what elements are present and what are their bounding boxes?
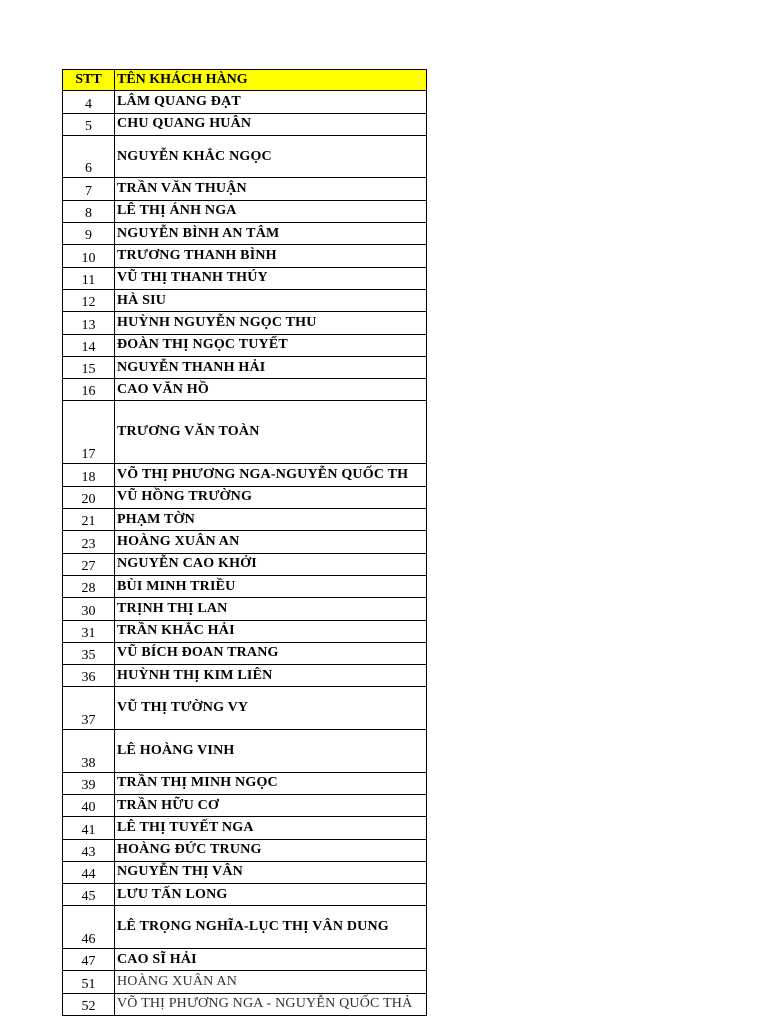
table-row: [63, 730, 427, 773]
stt-cell[interactable]: 40: [63, 794, 115, 816]
customer-name-cell[interactable]: LÂM QUANG ĐẠT: [115, 91, 427, 113]
table-row: [63, 665, 427, 687]
stt-cell[interactable]: 17: [63, 401, 115, 464]
customer-name-cell[interactable]: VŨ THỊ TƯỜNG VY: [115, 687, 427, 730]
customer-name-cell[interactable]: TRẦN VĂN THUẬN: [115, 178, 427, 200]
table-row: [63, 509, 427, 531]
table-row: [63, 772, 427, 794]
table-row: [63, 906, 427, 949]
stt-cell[interactable]: 52: [63, 993, 115, 1015]
table-row: [63, 575, 427, 597]
stt-cell[interactable]: 38: [63, 730, 115, 773]
stt-cell[interactable]: 15: [63, 356, 115, 378]
table-row: [63, 839, 427, 861]
stt-cell[interactable]: 9: [63, 223, 115, 245]
stt-cell[interactable]: 23: [63, 531, 115, 553]
stt-cell[interactable]: 8: [63, 200, 115, 222]
stt-cell[interactable]: 11: [63, 267, 115, 289]
stt-cell[interactable]: 37: [63, 687, 115, 730]
customer-name-cell[interactable]: LÊ THỊ TUYẾT NGA: [115, 817, 427, 839]
stt-cell[interactable]: 5: [63, 113, 115, 135]
table-row: [63, 794, 427, 816]
customer-name-cell[interactable]: ĐOÀN THỊ NGỌC TUYẾT: [115, 334, 427, 356]
customer-name-cell[interactable]: LƯU TẤN LONG: [115, 884, 427, 906]
table-row: [63, 861, 427, 883]
table-row: [63, 200, 427, 222]
stt-cell[interactable]: 10: [63, 245, 115, 267]
table-row: [63, 334, 427, 356]
table-row: [63, 642, 427, 664]
stt-cell[interactable]: 16: [63, 379, 115, 401]
customer-name-cell[interactable]: VŨ THỊ THANH THÚY: [115, 267, 427, 289]
stt-cell[interactable]: 21: [63, 509, 115, 531]
stt-cell[interactable]: 51: [63, 971, 115, 993]
table-row: [63, 356, 427, 378]
customer-name-cell[interactable]: TRẦN THỊ MINH NGỌC: [115, 772, 427, 794]
customer-name-cell[interactable]: NGUYỄN KHẮC NGỌC: [115, 135, 427, 178]
stt-cell[interactable]: 6: [63, 135, 115, 178]
stt-cell[interactable]: 46: [63, 906, 115, 949]
stt-cell[interactable]: 45: [63, 884, 115, 906]
stt-cell[interactable]: 36: [63, 665, 115, 687]
customer-name-cell[interactable]: HUỲNH THỊ KIM LIÊN: [115, 665, 427, 687]
customer-name-cell[interactable]: LÊ THỊ ÁNH NGA: [115, 200, 427, 222]
table-row: [63, 178, 427, 200]
customer-name-cell[interactable]: NGUYỄN THỊ VÂN: [115, 861, 427, 883]
customer-name-cell[interactable]: VÕ THỊ PHƯƠNG NGA-NGUYỄN QUỐC TH: [115, 464, 427, 486]
column-header-customer-name[interactable]: TÊN KHÁCH HÀNG: [115, 70, 427, 91]
customer-name-cell[interactable]: HOÀNG XUÂN AN: [115, 531, 427, 553]
table-row: [63, 289, 427, 311]
table-row: [63, 401, 427, 464]
stt-cell[interactable]: 4: [63, 91, 115, 113]
table-row: [63, 884, 427, 906]
stt-cell[interactable]: 41: [63, 817, 115, 839]
stt-cell[interactable]: 20: [63, 486, 115, 508]
stt-cell[interactable]: 12: [63, 289, 115, 311]
customer-name-cell[interactable]: HUỲNH NGUYỄN NGỌC THU: [115, 312, 427, 334]
table-row: [63, 531, 427, 553]
table-row: [63, 223, 427, 245]
customer-name-cell[interactable]: HOÀNG XUÂN AN: [115, 971, 427, 993]
stt-cell[interactable]: 7: [63, 178, 115, 200]
customer-name-cell[interactable]: PHẠM TỜN: [115, 509, 427, 531]
customer-name-cell[interactable]: TRẦN HỮU CƠ: [115, 794, 427, 816]
table-row: [63, 486, 427, 508]
customer-name-cell[interactable]: HÀ SIU: [115, 289, 427, 311]
customer-name-cell[interactable]: TRƯƠNG THANH BÌNH: [115, 245, 427, 267]
table-row: [63, 993, 427, 1015]
customer-name-cell[interactable]: CAO SĨ HẢI: [115, 948, 427, 970]
stt-cell[interactable]: 18: [63, 464, 115, 486]
table-row: [63, 464, 427, 486]
stt-cell[interactable]: 31: [63, 620, 115, 642]
customer-name-cell[interactable]: NGUYỄN BÌNH AN TÂM: [115, 223, 427, 245]
stt-cell[interactable]: 30: [63, 598, 115, 620]
table-row: [63, 948, 427, 970]
table-row: [63, 113, 427, 135]
table-row: [63, 553, 427, 575]
customer-name-cell[interactable]: BÙI MINH TRIỀU: [115, 575, 427, 597]
customer-name-cell[interactable]: NGUYỄN CAO KHỞI: [115, 553, 427, 575]
header-row: [63, 70, 427, 91]
table-row: [63, 267, 427, 289]
table-row: [63, 598, 427, 620]
table-row: [63, 817, 427, 839]
customer-name-cell[interactable]: CAO VĂN HỒ: [115, 379, 427, 401]
customer-name-cell[interactable]: TRẦN KHẮC HẢI: [115, 620, 427, 642]
stt-cell[interactable]: 35: [63, 642, 115, 664]
stt-cell[interactable]: 39: [63, 772, 115, 794]
customer-name-cell[interactable]: CHU QUANG HUÂN: [115, 113, 427, 135]
table-row: [63, 135, 427, 178]
table-row: [63, 312, 427, 334]
customer-name-cell[interactable]: VŨ HỒNG TRƯỜNG: [115, 486, 427, 508]
stt-cell[interactable]: 43: [63, 839, 115, 861]
table-body: [63, 91, 427, 1016]
table-row: [63, 971, 427, 993]
stt-cell[interactable]: 44: [63, 861, 115, 883]
customer-name-cell[interactable]: TRỊNH THỊ LAN: [115, 598, 427, 620]
table-row: [63, 379, 427, 401]
stt-cell[interactable]: 47: [63, 948, 115, 970]
column-header-stt[interactable]: STT: [63, 70, 115, 91]
customer-name-cell[interactable]: NGUYỄN THANH HẢI: [115, 356, 427, 378]
stt-cell[interactable]: 14: [63, 334, 115, 356]
table-row: [63, 245, 427, 267]
customer-name-cell[interactable]: VÕ THỊ PHƯƠNG NGA - NGUYỄN QUỐC THẢ: [115, 993, 427, 1015]
customer-name-cell[interactable]: TRƯƠNG VĂN TOÀN: [115, 401, 427, 464]
table-row: [63, 91, 427, 113]
customer-table: [62, 69, 427, 1016]
table-row: [63, 620, 427, 642]
stt-cell[interactable]: 28: [63, 575, 115, 597]
stt-cell[interactable]: 27: [63, 553, 115, 575]
customer-name-cell[interactable]: LÊ TRỌNG NGHĨA-LỤC THỊ VÂN DUNG: [115, 906, 427, 949]
stt-cell[interactable]: 13: [63, 312, 115, 334]
table-row: [63, 687, 427, 730]
customer-name-cell[interactable]: LÊ HOÀNG VINH: [115, 730, 427, 773]
customer-name-cell[interactable]: VŨ BÍCH ĐOAN TRANG: [115, 642, 427, 664]
customer-name-cell[interactable]: HOÀNG ĐỨC TRUNG: [115, 839, 427, 861]
